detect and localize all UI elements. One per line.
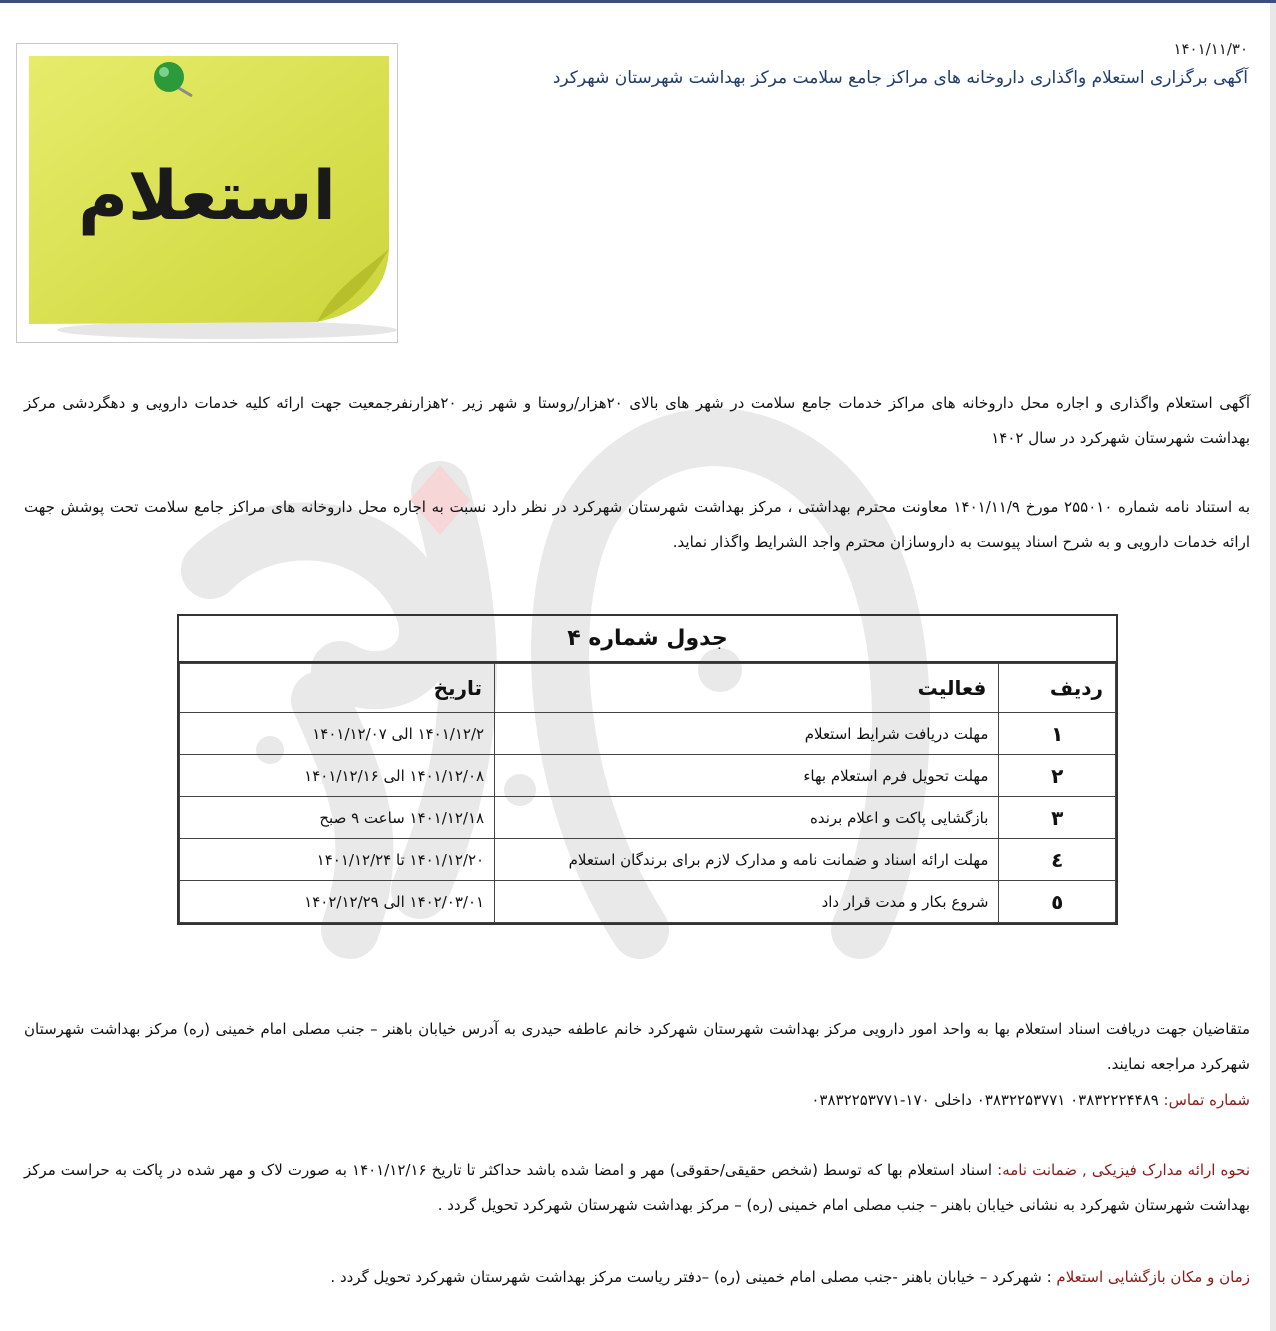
row-date: ۱۴۰۱/۱۲/۲۰ تا ۱۴۰۱/۱۲/۲۴ (180, 839, 495, 881)
row-date: ۱۴۰۱/۱۲/۱۸ ساعت ۹ صبح (180, 797, 495, 839)
opening-paragraph (24, 1260, 1250, 1295)
table-row (180, 713, 1116, 755)
announcement-date: ۱۴۰۱/۱۱/۳۰ (1173, 40, 1248, 58)
delivery-text: اسناد استعلام بها که توسط (شخص حقیقی/حقوقی) مهر و امضا شده باشد حداکثر تا تاریخ ۱۴۰۱/۱۲/۱۶ به صورت لاک و مهر شده در پاکت به حراست مرکز بهداشت شهرستان شهرکرد به نشانی خیابان باهنر – جنب مصلی امام خمینی (ره) – مرکز بهداشت شهرستان شهرکرد تحویل گردد . (24, 1161, 1250, 1214)
delivery-label: نحوه ارائه مدارک فیزیکی , ضمانت نامه: (997, 1161, 1251, 1179)
row-number: ٥ (999, 881, 1116, 923)
row-number: ۱ (999, 713, 1116, 755)
row-date: ۱۴۰۲/۰۳/۰۱ الی ۱۴۰۲/۱۲/۲۹ (180, 881, 495, 923)
row-activity: مهلت ارائه اسناد و ضمانت نامه و مدارک لازم برای برندگان استعلام (495, 839, 999, 881)
row-activity: مهلت دریافت شرایط استعلام (495, 713, 999, 755)
table-row (180, 797, 1116, 839)
inquiry-sticky-note-image (16, 43, 398, 343)
table-header-row (180, 664, 1116, 713)
row-date: ۱۴۰۱/۱۲/۰۸ الی ۱۴۰۱/۱۲/۱۶ (180, 755, 495, 797)
right-border (1270, 3, 1276, 1331)
contact-line (811, 1085, 1250, 1115)
applicants-paragraph: متقاضیان جهت دریافت اسناد استعلام بها به واحد امور دارویی مرکز بهداشت شهرستان شهرکرد خانم عاطفه حیدری به آدرس خیابان باهنر – جنب مصلی امام خمینی (ره) مرکز بهداشت شهرستان شهرکرد مراجعه نمایند. (24, 1020, 1250, 1073)
sticky-note-label: استعلام (78, 157, 336, 236)
announcement-title: آگهی برگزاری استعلام واگذاری داروخانه های مراکز جامع سلامت مرکز بهداشت شهرستان شهرکرد (552, 68, 1248, 88)
opening-text: : شهرکرد – خیابان باهنر -جنب مصلی امام خمینی (ره) –دفتر ریاست مرکز بهداشت شهرستان شهرکرد تحویل گردد . (330, 1268, 1057, 1286)
delivery-paragraph (24, 1153, 1250, 1223)
letter-paragraph: به استناد نامه شماره ۲۵۵۰۱۰ مورخ ۱۴۰۱/۱۱/۹ معاونت محترم بهداشتی ، مرکز بهداشت شهرستان شهرکرد در نظر دارد نسبت به اجاره محل داروخانه های مراکز جامع سلامت تحت پوشش جهت ارائه خدمات دارویی و به شرح اسناد پیوست به داروسازان محترم واجد الشرایط واگذار نماید. (24, 498, 1251, 551)
row-activity: بازگشایی پاکت و اعلام برنده (495, 797, 999, 839)
header-row-number: ردیف (999, 664, 1116, 713)
table-row (180, 839, 1116, 881)
contact-label: شماره تماس: (1163, 1091, 1250, 1109)
contact-numbers: ۰۳۸۳۲۲۲۴۴۸۹ ۰۳۸۳۲۲۵۳۷۷۱ داخلی ۱۷۰-۰۳۸۳۲۲۵۳۷۷۱ (811, 1091, 1164, 1109)
row-date: ۱۴۰۱/۱۲/۲ الی ۱۴۰۱/۱۲/۰۷ (180, 713, 495, 755)
header-date: تاریخ (180, 664, 495, 713)
row-activity: شروع بکار و مدت قرار داد (495, 881, 999, 923)
header-activity: فعالیت (495, 664, 999, 713)
top-border (0, 0, 1276, 3)
row-activity: مهلت تحویل فرم استعلام بهاء (495, 755, 999, 797)
row-number: ۳ (999, 797, 1116, 839)
table-row (180, 755, 1116, 797)
schedule-grid (179, 663, 1116, 923)
opening-label: زمان و مکان بازگشایی استعلام (1056, 1268, 1250, 1286)
table-caption: جدول شماره ۴ (179, 616, 1116, 663)
schedule-table (177, 614, 1118, 925)
sticky-note-illustration (17, 44, 397, 342)
intro-paragraph: آگهی استعلام واگذاری و اجاره محل داروخانه های مراکز خدمات جامع سلامت در شهر های بالای ۲۰هزار/روستا و شهر زیر ۲۰هزارنفرجمعیت جهت ارائه کلیه خدمات دارویی و دهگردشی مرکز بهداشت شهرستان شهرکرد در سال ۱۴۰۲ (24, 394, 1251, 447)
row-number: ۲ (999, 755, 1116, 797)
table-row (180, 881, 1116, 923)
row-number: ٤ (999, 839, 1116, 881)
